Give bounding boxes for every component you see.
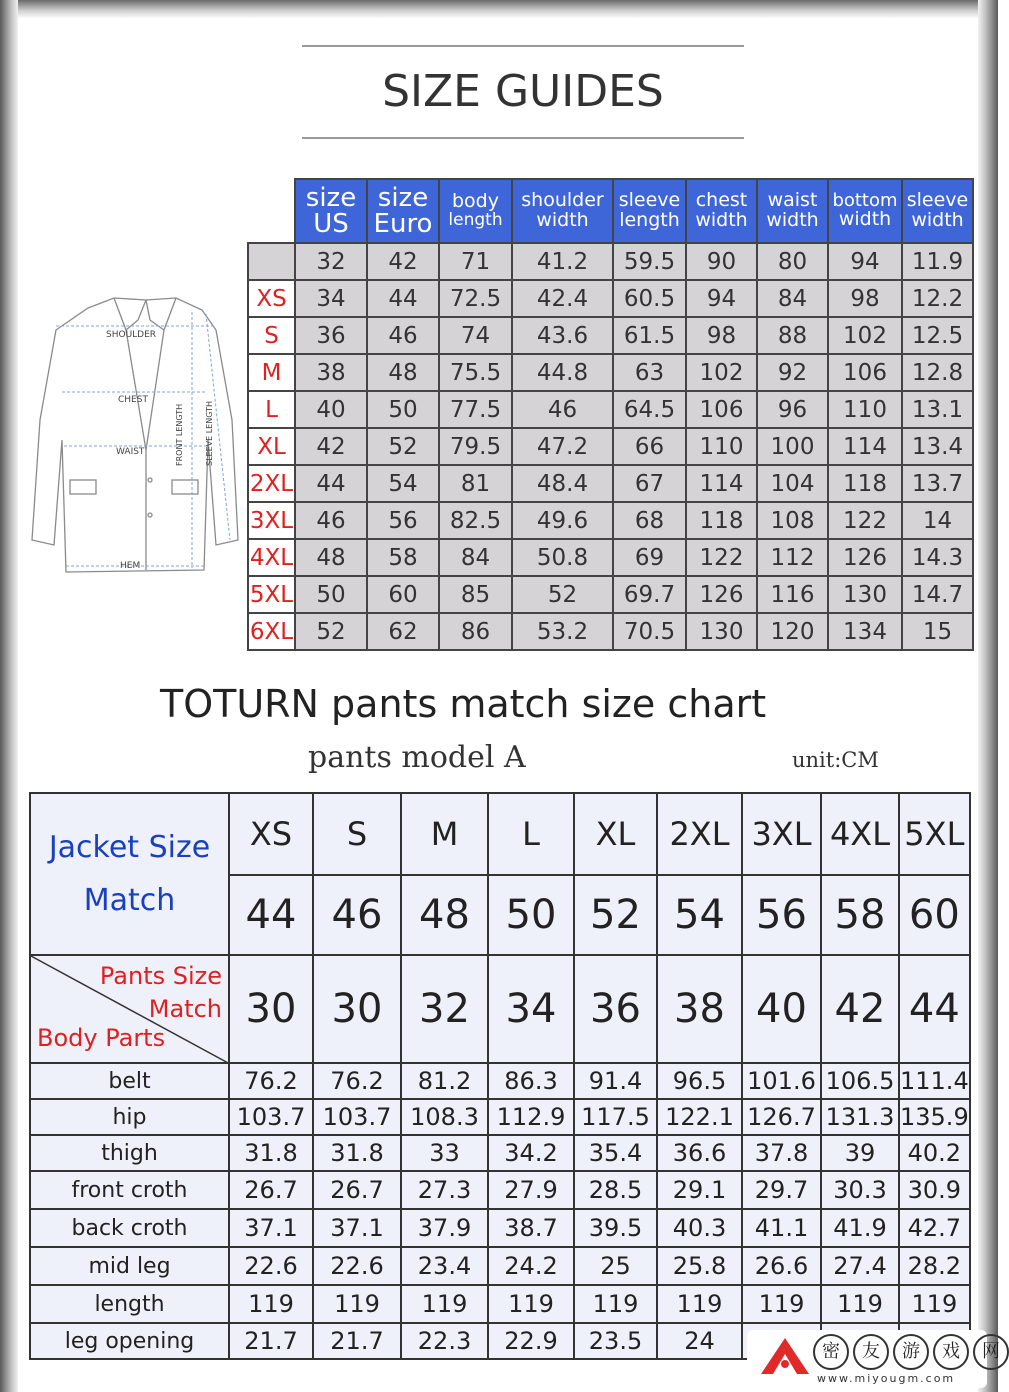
jacket-match-line: Match [83, 883, 176, 918]
table-cell: 13.1 [902, 391, 973, 428]
table-cell: 114 [828, 428, 902, 465]
table-cell: 86.3 [488, 1063, 574, 1099]
header-line: length [448, 210, 503, 231]
table-cell: 114 [686, 465, 757, 502]
table-cell: 69.7 [613, 576, 686, 613]
header-cell [295, 179, 367, 243]
table-cell: 48.4 [512, 465, 613, 502]
body-part-label: mid leg [30, 1247, 229, 1285]
header-line: width [766, 209, 819, 231]
table-cell: 74 [439, 317, 512, 354]
table-cell: 48 [295, 539, 367, 576]
jacket-diagram [26, 290, 258, 580]
table-cell: 32 [295, 243, 367, 280]
table-cell: 70.5 [613, 613, 686, 650]
table-cell: 14.3 [902, 539, 973, 576]
table-cell: 119 [313, 1285, 401, 1323]
body-parts-label: Body Parts [37, 1024, 166, 1052]
table-cell: 88 [757, 317, 828, 354]
body-part-label: front croth [30, 1171, 229, 1209]
pants-size-cell: 36 [574, 955, 657, 1063]
size-label: 4XL [248, 539, 295, 576]
table-cell: 24 [657, 1323, 742, 1359]
table-cell: 119 [574, 1285, 657, 1323]
table-row [248, 428, 973, 465]
page-shadow-right [978, 0, 998, 1392]
size-label: S [248, 317, 295, 354]
table-cell: 46 [512, 391, 613, 428]
table-row [30, 1171, 970, 1209]
label-hem: HEM [120, 561, 141, 571]
page-shadow-top [0, 0, 998, 18]
table-row [248, 280, 973, 317]
body-part-label: back croth [30, 1209, 229, 1247]
table-cell: 40.3 [657, 1209, 742, 1247]
size-header: XS [229, 793, 313, 875]
table-cell: 85 [439, 576, 512, 613]
label-front-length: FRONT LENGTH [175, 403, 184, 466]
table-cell: 28.5 [574, 1171, 657, 1209]
header-line: sleeve [618, 189, 681, 212]
table-cell: 104 [757, 465, 828, 502]
table-cell: 27.3 [401, 1171, 488, 1209]
table-cell: 130 [828, 576, 902, 613]
table-cell: 42 [295, 428, 367, 465]
table-cell: 52 [295, 613, 367, 650]
table-cell: 106 [686, 391, 757, 428]
table-cell: 31.8 [229, 1135, 313, 1171]
table-cell: 94 [828, 243, 902, 280]
pants-size-cell: 34 [488, 955, 574, 1063]
table-cell: 103.7 [313, 1099, 401, 1135]
label-sleeve-length: SLEEVE LENGTH [205, 400, 214, 466]
table-cell: 122 [686, 539, 757, 576]
header-line: size [305, 183, 357, 213]
watermark-char: 网 [973, 1334, 1009, 1370]
table-cell: 110 [686, 428, 757, 465]
table-cell: 37.9 [401, 1209, 488, 1247]
table-cell: 59.5 [613, 243, 686, 280]
table-cell: 71 [439, 243, 512, 280]
table-cell: 112 [757, 539, 828, 576]
table-cell: 12.2 [902, 280, 973, 317]
table-cell: 69 [613, 539, 686, 576]
jacket-size-table [247, 178, 974, 651]
body-part-label: length [30, 1285, 229, 1323]
table-cell: 50.8 [512, 539, 613, 576]
title-rule-bottom [302, 137, 744, 139]
table-cell: 21.7 [229, 1323, 313, 1359]
table-row [30, 1247, 970, 1285]
pants-size-cell: 30 [313, 955, 401, 1063]
table-cell: 119 [488, 1285, 574, 1323]
header-line: Euro [373, 209, 433, 239]
table-cell: 102 [828, 317, 902, 354]
table-cell: 118 [686, 502, 757, 539]
header-cell [367, 179, 439, 243]
table-cell: 12.8 [902, 354, 973, 391]
table-cell: 134 [828, 613, 902, 650]
table-cell: 112.9 [488, 1099, 574, 1135]
table-cell: 91.4 [574, 1063, 657, 1099]
table-cell: 84 [439, 539, 512, 576]
size-header: 4XL [821, 793, 899, 875]
table-cell: 118 [828, 465, 902, 502]
table-row [30, 1135, 970, 1171]
table-cell: 131.3 [821, 1099, 899, 1135]
watermark-char: 游 [893, 1334, 929, 1370]
table-row [248, 243, 973, 280]
table-cell: 53.2 [512, 613, 613, 650]
table-cell: 72.5 [439, 280, 512, 317]
table-cell: 22.3 [401, 1323, 488, 1359]
table-cell: 130 [686, 613, 757, 650]
table-cell: 25 [574, 1247, 657, 1285]
table-cell: 14.7 [902, 576, 973, 613]
table-cell: 100 [757, 428, 828, 465]
table-cell: 40.2 [899, 1135, 970, 1171]
table-cell: 102 [686, 354, 757, 391]
table-cell: 56 [367, 502, 439, 539]
table-cell: 77.5 [439, 391, 512, 428]
size-label: L [248, 391, 295, 428]
header-line: chest [695, 189, 748, 212]
table-cell: 96.5 [657, 1063, 742, 1099]
table-cell: 108.3 [401, 1099, 488, 1135]
table-cell: 37.8 [742, 1135, 821, 1171]
pants-match-line: Match [148, 995, 222, 1023]
table-cell: 75.5 [439, 354, 512, 391]
body-part-label: belt [30, 1063, 229, 1099]
table-cell: 30.9 [899, 1171, 970, 1209]
body-part-label: hip [30, 1099, 229, 1135]
table-cell: 35.4 [574, 1135, 657, 1171]
table-cell: 49.6 [512, 502, 613, 539]
table-cell: 98 [828, 280, 902, 317]
table-cell: 126 [828, 539, 902, 576]
page-shadow-left [0, 0, 18, 1392]
header-line: body [452, 190, 499, 213]
table-cell: 31.8 [313, 1135, 401, 1171]
table-cell: 44.8 [512, 354, 613, 391]
table-cell: 13.7 [902, 465, 973, 502]
table-cell: 92 [757, 354, 828, 391]
size-header: 3XL [742, 793, 821, 875]
table-cell: 36 [295, 317, 367, 354]
table-cell: 48 [367, 354, 439, 391]
size-label: 5XL [248, 576, 295, 613]
table-cell: 29.7 [742, 1171, 821, 1209]
table-cell: 38.7 [488, 1209, 574, 1247]
header-cell [512, 179, 613, 243]
table-cell: 22.6 [313, 1247, 401, 1285]
table-cell: 126.7 [742, 1099, 821, 1135]
table-cell: 82.5 [439, 502, 512, 539]
table-cell: 25.8 [657, 1247, 742, 1285]
size-label: XL [248, 428, 295, 465]
size-header: XL [574, 793, 657, 875]
table-cell: 43.6 [512, 317, 613, 354]
table-cell: 47.2 [512, 428, 613, 465]
jacket-header-row [248, 179, 973, 243]
table-cell: 23.5 [574, 1323, 657, 1359]
size-label: XS [248, 280, 295, 317]
table-cell: 44 [367, 280, 439, 317]
header-cell [686, 179, 757, 243]
table-cell: 28.2 [899, 1247, 970, 1285]
table-cell: 27.4 [821, 1247, 899, 1285]
size-header: S [313, 793, 401, 875]
table-row [248, 465, 973, 502]
pants-size-cell: 40 [742, 955, 821, 1063]
watermark-char: 戏 [933, 1334, 969, 1370]
table-row [248, 502, 973, 539]
table-cell: 38 [295, 354, 367, 391]
table-cell: 64.5 [613, 391, 686, 428]
table-cell: 120 [757, 613, 828, 650]
table-cell: 80 [757, 243, 828, 280]
pants-chart-title: TOTURN pants match size chart [160, 682, 767, 726]
table-row [248, 613, 973, 650]
table-cell: 119 [401, 1285, 488, 1323]
table-cell: 60.5 [613, 280, 686, 317]
table-cell: 54 [367, 465, 439, 502]
table-cell: 106 [828, 354, 902, 391]
label-chest: CHEST [118, 395, 148, 405]
jacket-match-line: Jacket Size [48, 830, 211, 865]
table-cell: 86 [439, 613, 512, 650]
header-line: width [911, 209, 964, 231]
table-cell: 13.4 [902, 428, 973, 465]
table-row [248, 317, 973, 354]
table-row [30, 1063, 970, 1099]
watermark-char: 友 [853, 1334, 889, 1370]
table-cell: 46 [295, 502, 367, 539]
header-line: shoulder [521, 189, 604, 212]
table-cell: 42 [367, 243, 439, 280]
table-cell: 103.7 [229, 1099, 313, 1135]
table-cell: 126 [686, 576, 757, 613]
table-cell: 42.4 [512, 280, 613, 317]
size-label: M [248, 354, 295, 391]
logo-icon [757, 1334, 813, 1378]
table-cell: 40 [295, 391, 367, 428]
jacket-size-cell: 52 [574, 875, 657, 955]
table-cell: 119 [229, 1285, 313, 1323]
table-cell: 42.7 [899, 1209, 970, 1247]
table-row [248, 539, 973, 576]
table-cell: 36.6 [657, 1135, 742, 1171]
table-cell: 26.7 [313, 1171, 401, 1209]
pants-model-label: pants model A [308, 740, 526, 775]
table-cell: 79.5 [439, 428, 512, 465]
table-row [30, 1285, 970, 1323]
label-waist: WAIST [116, 447, 145, 457]
jacket-size-cell: 60 [899, 875, 970, 955]
table-cell: 41.2 [512, 243, 613, 280]
jacket-size-cell: 50 [488, 875, 574, 955]
pants-size-cell: 44 [899, 955, 970, 1063]
table-cell: 90 [686, 243, 757, 280]
table-cell: 66 [613, 428, 686, 465]
table-cell: 108 [757, 502, 828, 539]
table-cell: 50 [367, 391, 439, 428]
table-cell: 26.6 [742, 1247, 821, 1285]
table-cell: 34.2 [488, 1135, 574, 1171]
jacket-size-cell: 46 [313, 875, 401, 955]
table-cell: 67 [613, 465, 686, 502]
table-cell: 122 [828, 502, 902, 539]
table-cell: 110 [828, 391, 902, 428]
table-cell: 116 [757, 576, 828, 613]
size-header: M [401, 793, 488, 875]
jacket-size-cell: 48 [401, 875, 488, 955]
table-cell: 76.2 [229, 1063, 313, 1099]
jacket-match-label [30, 793, 229, 955]
table-cell: 98 [686, 317, 757, 354]
header-cell [439, 179, 512, 243]
table-cell: 111.4 [899, 1063, 970, 1099]
table-cell: 135.9 [899, 1099, 970, 1135]
size-header: L [488, 793, 574, 875]
jacket-size-cell: 58 [821, 875, 899, 955]
table-cell: 46 [367, 317, 439, 354]
label-shoulder: SHOULDER [106, 330, 157, 340]
table-cell: 119 [742, 1285, 821, 1323]
table-cell: 41.9 [821, 1209, 899, 1247]
table-cell: 58 [367, 539, 439, 576]
header-line: width [536, 209, 589, 231]
table-cell: 81 [439, 465, 512, 502]
table-cell: 39 [821, 1135, 899, 1171]
table-cell: 52 [367, 428, 439, 465]
size-label: 2XL [248, 465, 295, 502]
header-cell [902, 179, 973, 243]
pants-match-row [30, 955, 970, 1063]
body-part-label: leg opening [30, 1323, 229, 1359]
table-cell: 60 [367, 576, 439, 613]
table-cell: 61.5 [613, 317, 686, 354]
table-cell: 21.7 [313, 1323, 401, 1359]
table-cell: 84 [757, 280, 828, 317]
table-cell: 23.4 [401, 1247, 488, 1285]
table-cell: 22.6 [229, 1247, 313, 1285]
watermark-char: 密 [813, 1334, 849, 1370]
header-line: sleeve [906, 189, 969, 212]
table-cell: 26.7 [229, 1171, 313, 1209]
jacket-size-cell: 44 [229, 875, 313, 955]
table-cell: 52 [512, 576, 613, 613]
header-line: width [838, 208, 892, 231]
table-cell: 63 [613, 354, 686, 391]
table-row [248, 354, 973, 391]
table-cell: 76.2 [313, 1063, 401, 1099]
table-cell: 101.6 [742, 1063, 821, 1099]
body-part-label: thigh [30, 1135, 229, 1171]
unit-label: unit:CM [792, 748, 879, 772]
table-cell: 24.2 [488, 1247, 574, 1285]
site-watermark [747, 1330, 1000, 1388]
table-cell: 11.9 [902, 243, 973, 280]
header-cell [757, 179, 828, 243]
size-header: 2XL [657, 793, 742, 875]
header-line: bottom [832, 189, 898, 211]
page-title: SIZE GUIDES [382, 66, 664, 117]
header-blank [248, 179, 295, 243]
size-label: 6XL [248, 613, 295, 650]
pants-size-row [30, 793, 970, 875]
table-cell: 29.1 [657, 1171, 742, 1209]
table-cell: 117.5 [574, 1099, 657, 1135]
table-cell: 44 [295, 465, 367, 502]
jacket-size-cell: 54 [657, 875, 742, 955]
header-line: length [619, 209, 680, 231]
header-line: width [695, 209, 748, 231]
pants-match-header [30, 955, 229, 1063]
header-line: US [313, 209, 349, 239]
table-cell: 37.1 [229, 1209, 313, 1247]
pants-size-table [29, 792, 971, 1360]
header-line: size [377, 183, 429, 213]
table-row [248, 576, 973, 613]
table-cell: 33 [401, 1135, 488, 1171]
table-cell: 119 [899, 1285, 970, 1323]
table-cell: 14 [902, 502, 973, 539]
table-cell: 34 [295, 280, 367, 317]
table-cell: 81.2 [401, 1063, 488, 1099]
table-cell: 96 [757, 391, 828, 428]
table-cell: 62 [367, 613, 439, 650]
table-cell: 106.5 [821, 1063, 899, 1099]
table-cell: 39.5 [574, 1209, 657, 1247]
table-cell: 119 [821, 1285, 899, 1323]
table-row [248, 391, 973, 428]
pants-size-cell: 42 [821, 955, 899, 1063]
table-cell: 119 [657, 1285, 742, 1323]
pants-size-cell: 30 [229, 955, 313, 1063]
header-cell [613, 179, 686, 243]
pants-size-cell: 38 [657, 955, 742, 1063]
watermark-url: www.miyougm.com [817, 1372, 956, 1385]
table-cell: 22.9 [488, 1323, 574, 1359]
pants-match-line: Pants Size [99, 962, 222, 990]
table-row [30, 1209, 970, 1247]
table-cell: 94 [686, 280, 757, 317]
table-row [30, 1099, 970, 1135]
header-cell [828, 179, 902, 243]
jacket-size-cell: 56 [742, 875, 821, 955]
header-line: waist [767, 189, 818, 212]
table-cell: 68 [613, 502, 686, 539]
table-cell: 41.1 [742, 1209, 821, 1247]
table-cell: 30.3 [821, 1171, 899, 1209]
table-cell: 122.1 [657, 1099, 742, 1135]
table-cell: 37.1 [313, 1209, 401, 1247]
table-cell: 27.9 [488, 1171, 574, 1209]
size-header: 5XL [899, 793, 970, 875]
table-cell: 12.5 [902, 317, 973, 354]
size-label [248, 243, 295, 280]
size-label: 3XL [248, 502, 295, 539]
table-cell: 50 [295, 576, 367, 613]
pants-size-cell: 32 [401, 955, 488, 1063]
table-cell: 15 [902, 613, 973, 650]
title-rule-top [302, 45, 744, 47]
